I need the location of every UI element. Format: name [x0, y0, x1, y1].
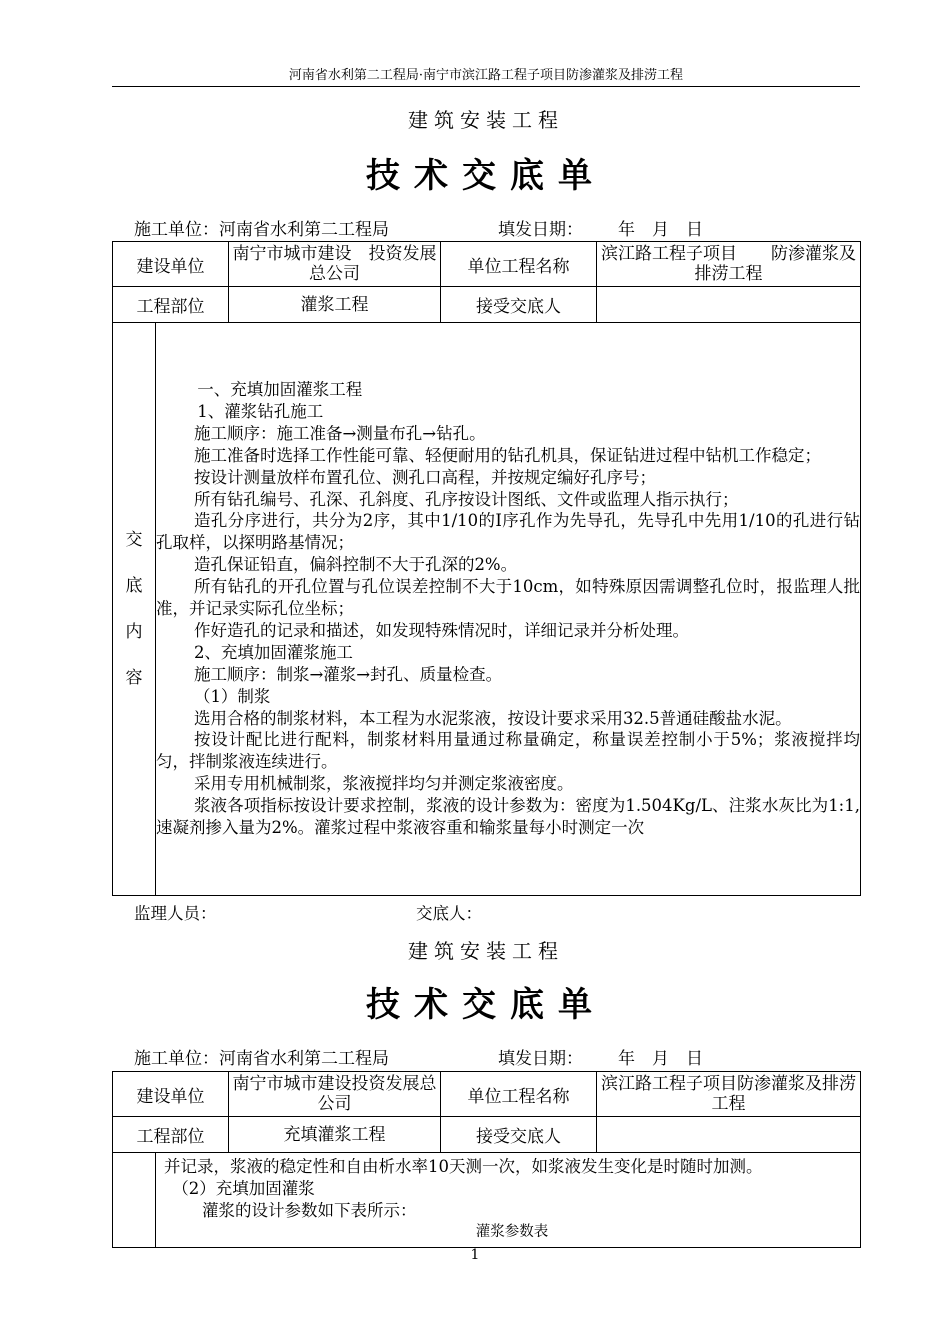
project-label: 单位工程名称 [441, 242, 597, 287]
content-paragraph: 灌浆的设计参数如下表所示： [201, 1201, 417, 1220]
part-label: 工程部位 [113, 1117, 229, 1153]
contractor-label: 施工单位：河南省水利第二工程局 [134, 1049, 389, 1069]
content-label: 交底内容 [125, 530, 143, 688]
content-paragraph: 选用合格的制浆材料，本工程为水泥浆液，按设计要求采用32.5普通硅酸盐水泥。 [193, 708, 792, 728]
content-paragraph: 采用专用机械制浆，浆液搅拌均匀并测定浆液密度。 [193, 774, 574, 794]
section2-form-table [112, 1071, 861, 1248]
content-paragraph: 作好造孔的记录和描述，如发现特殊情况时，详细记录并分析处理。 [193, 620, 689, 640]
header-rule [112, 86, 860, 87]
project-value: 滨江路工程子项目防渗灌浆及排涝工程 [597, 1072, 861, 1117]
content-paragraph: 施工准备时选择工作性能可靠、轻便耐用的钻孔机具，保证钻进过程中钻机工作稳定； [193, 445, 821, 465]
section2-title: 技术交底单 [366, 985, 606, 1025]
content-body [156, 323, 861, 896]
date-fields: 年 月 日 [618, 1049, 703, 1069]
section2-subtitle: 建筑安装工程 [408, 939, 564, 963]
content-paragraph: 一、充填加固灌浆工程 [197, 379, 363, 399]
date-fields: 年 月 日 [618, 220, 703, 240]
supervisor-label: 监理人员： [134, 904, 217, 923]
content-body [156, 1153, 861, 1248]
content-paragraph: 造孔保证铅直，偏斜控制不大于孔深的2%。 [193, 555, 518, 575]
page-number: 1 [470, 1247, 480, 1263]
section1-title: 技术交底单 [366, 156, 606, 196]
part-value: 充填灌浆工程 [229, 1117, 441, 1153]
receiver-label: 接受交底人 [441, 1117, 597, 1153]
content-paragraph: 所有钻孔的开孔位置与孔位误差控制不大于10cm，如特殊原因需调整孔位时，报监理人批准，并记录实际孔位坐标； [156, 577, 860, 619]
content-paragraph: 2、充填加固灌浆施工 [193, 642, 353, 662]
section2-meta [134, 1048, 854, 1070]
content-label-cell [113, 323, 156, 896]
content-paragraph: 1、灌浆钻孔施工 [197, 401, 324, 421]
receiver-value [597, 287, 861, 323]
discloser-label: 交底人： [416, 904, 482, 923]
content-paragraph: 施工顺序：制浆→灌浆→封孔、质量检查。 [193, 664, 503, 684]
receiver-value [597, 1117, 861, 1153]
project-label: 单位工程名称 [441, 1072, 597, 1117]
content-paragraph: 施工顺序：施工准备→测量布孔→钻孔。 [193, 423, 486, 443]
signature-row [134, 900, 854, 922]
content-paragraph: （1）制浆 [193, 686, 271, 706]
date-label: 填发日期： [498, 220, 583, 240]
owner-value: 南宁市城市建设投资发展总公司 [229, 1072, 441, 1117]
part-label: 工程部位 [113, 287, 229, 323]
date-label: 填发日期： [498, 1049, 583, 1069]
owner-value: 南宁市城市建设 投资发展总公司 [229, 242, 441, 287]
section1-meta [134, 219, 854, 241]
content-paragraph: 浆液各项指标按设计要求控制，浆液的设计参数为：密度为1.504Kg/L、注浆水灰比为1:1,速凝剂掺入量为2%。灌浆过程中浆液容重和输浆量每小时测定一次 [156, 796, 860, 838]
part-value: 灌浆工程 [229, 287, 441, 323]
section1-subtitle: 建筑安装工程 [408, 108, 564, 132]
content-paragraph: 并记录，浆液的稳定性和自由析水率10天测一次，如浆液发生变化是时随时加测。 [164, 1157, 763, 1177]
content-paragraph: （2）充填加固灌浆 [172, 1179, 315, 1199]
owner-label: 建设单位 [113, 1072, 229, 1117]
content-paragraph: 所有钻孔编号、孔深、孔斜度、孔序按设计图纸、文件或监理人指示执行； [193, 489, 739, 509]
receiver-label: 接受交底人 [441, 287, 597, 323]
content-label-cell [113, 1153, 156, 1248]
section1-form-table [112, 241, 861, 896]
owner-label: 建设单位 [113, 242, 229, 287]
project-value: 滨江路工程子项目 防渗灌浆及排涝工程 [597, 242, 861, 287]
content-paragraph: 按设计测量放样布置孔位、测孔口高程，并按规定编好孔序号； [193, 467, 656, 487]
content-paragraph: 造孔分序进行，共分为2序，其中1/10的Ⅰ序孔作为先导孔，先导孔中先用1/10的孔进行钻孔取样，以探明路基情况； [156, 511, 860, 553]
running-header: 河南省水利第二工程局·南宁市滨江路工程子项目防渗灌浆及排涝工程 [288, 68, 684, 83]
contractor-label: 施工单位：河南省水利第二工程局 [134, 220, 389, 240]
table-caption: 灌浆参数表 [475, 1223, 549, 1240]
content-paragraph: 按设计配比进行配料，制浆材料用量通过称量确定，称量误差控制小于5%；浆液搅拌均匀，拌制浆液连续进行。 [156, 730, 860, 772]
